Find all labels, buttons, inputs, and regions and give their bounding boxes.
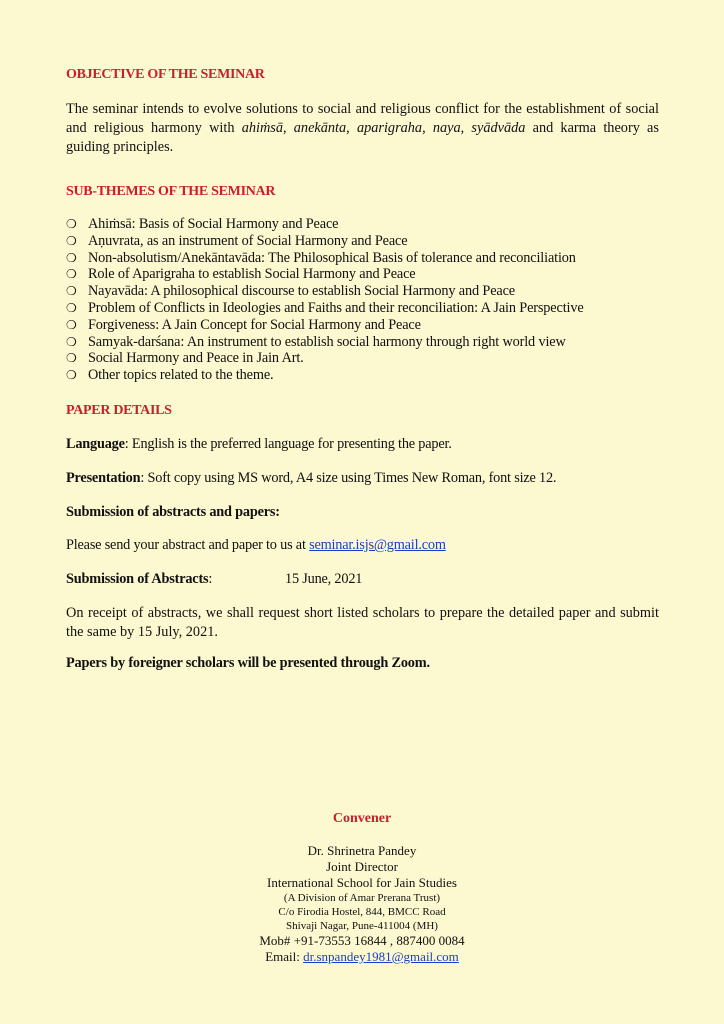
convener-block (0, 811, 724, 965)
zoom-line: Papers by foreigner scholars will be presented through Zoom. (66, 655, 430, 671)
seminar-email-link[interactable]: seminar.isjs@gmail.com (309, 537, 446, 553)
receipt-paragraph: On receipt of abstracts, we shall request short listed scholars to prepare the detailed paper and submit the same by 15 July, 2021. (66, 605, 659, 640)
list-item: ❍ Nayavāda: A philosophical discourse to establish Social Harmony and Peace (66, 283, 515, 300)
term-syadvada: syādvāda (471, 120, 526, 136)
convener-email-line: Email: dr.snpandey1981@gmail.com (265, 949, 459, 964)
convener-org: International School for Jain Studies (267, 875, 457, 890)
circle-bullet-icon: ❍ (66, 267, 77, 282)
circle-bullet-icon: ❍ (66, 351, 77, 366)
term-naya: naya (432, 120, 461, 136)
convener-role: Joint Director (326, 859, 398, 874)
objective-heading: OBJECTIVE OF THE SEMINAR (66, 67, 265, 82)
convener-division: (A Division of Amar Prerana Trust) (283, 892, 441, 904)
circle-bullet-icon: ❍ (66, 233, 77, 248)
list-item: ❍ Non-absolutism/Anekāntavāda: The Philosophical Basis of tolerance and reconciliation (66, 249, 576, 266)
abstracts-label: Submission of Abstracts (66, 571, 209, 587)
convener-address-1: C/o Firodia Hostel, 844, BMCC Road (278, 906, 446, 918)
paper-details-heading: PAPER DETAILS (66, 403, 172, 418)
presentation-line: Presentation: Soft copy using MS word, A4 size using Times New Roman, font size 12. (66, 470, 557, 486)
language-label: Language (66, 436, 125, 452)
list-item: ❍ Ahiṁsā: Basis of Social Harmony and Peace (66, 216, 339, 232)
term-anekanta: anekānta (293, 120, 347, 136)
convener-email-link[interactable]: dr.snpandey1981@gmail.com (303, 949, 459, 964)
list-item: ❍ Social Harmony and Peace in Jain Art. (66, 350, 304, 367)
circle-bullet-icon: ❍ (66, 217, 77, 231)
circle-bullet-icon: ❍ (66, 317, 77, 332)
convener-address-2: Shivaji Nagar, Pune-411004 (MH) (286, 920, 438, 932)
convener-mobile: Mob# +91-73553 16844 , 887400 0084 (259, 933, 465, 948)
abstracts-line: Submission of Abstracts: 15 June, 2021 (66, 571, 363, 587)
circle-bullet-icon: ❍ (66, 300, 77, 315)
subthemes-list (66, 216, 686, 384)
circle-bullet-icon: ❍ (66, 284, 77, 299)
presentation-label: Presentation (66, 470, 141, 486)
send-line: Please send your abstract and paper to us at seminar.isjs@gmail.com (66, 537, 446, 553)
list-item: ❍ Forgiveness: A Jain Concept for Social Harmony and Peace (66, 316, 421, 333)
convener-title: Convener (332, 811, 392, 826)
circle-bullet-icon: ❍ (66, 250, 77, 265)
list-item: ❍ Problem of Conflicts in Ideologies and Faiths and their reconciliation: A Jain Perspective (66, 299, 584, 316)
subthemes-heading: SUB-THEMES OF THE SEMINAR (66, 184, 276, 199)
circle-bullet-icon: ❍ (66, 334, 77, 349)
term-aparigraha: aparigraha (356, 120, 423, 136)
list-item: ❍ Other topics related to the theme. (66, 367, 274, 384)
list-item: ❍ Role of Aparigraha to establish Social Harmony and Peace (66, 266, 416, 283)
convener-name: Dr. Shrinetra Pandey (307, 843, 417, 858)
circle-bullet-icon: ❍ (66, 368, 77, 383)
submission-heading: Submission of abstracts and papers: (66, 504, 280, 520)
language-line: Language: English is the preferred language for presenting the paper. (66, 436, 452, 452)
list-item: ❍ Aṇuvrata, as an instrument of Social Harmony and Peace (66, 232, 408, 249)
abstracts-date: 15 June, 2021 (285, 571, 363, 587)
term-ahimsa: ahiṁsā (241, 120, 283, 136)
objective-paragraph: The seminar intends to evolve solutions to social and religious conflict for the establishment of social and religious harmony with ahiṁsā, anekānta, aparigraha, naya, syādvāda and karma theory as guiding principles. (66, 101, 659, 155)
list-item: ❍ Samyak-darśana: An instrument to establish social harmony through right world view (66, 333, 566, 350)
